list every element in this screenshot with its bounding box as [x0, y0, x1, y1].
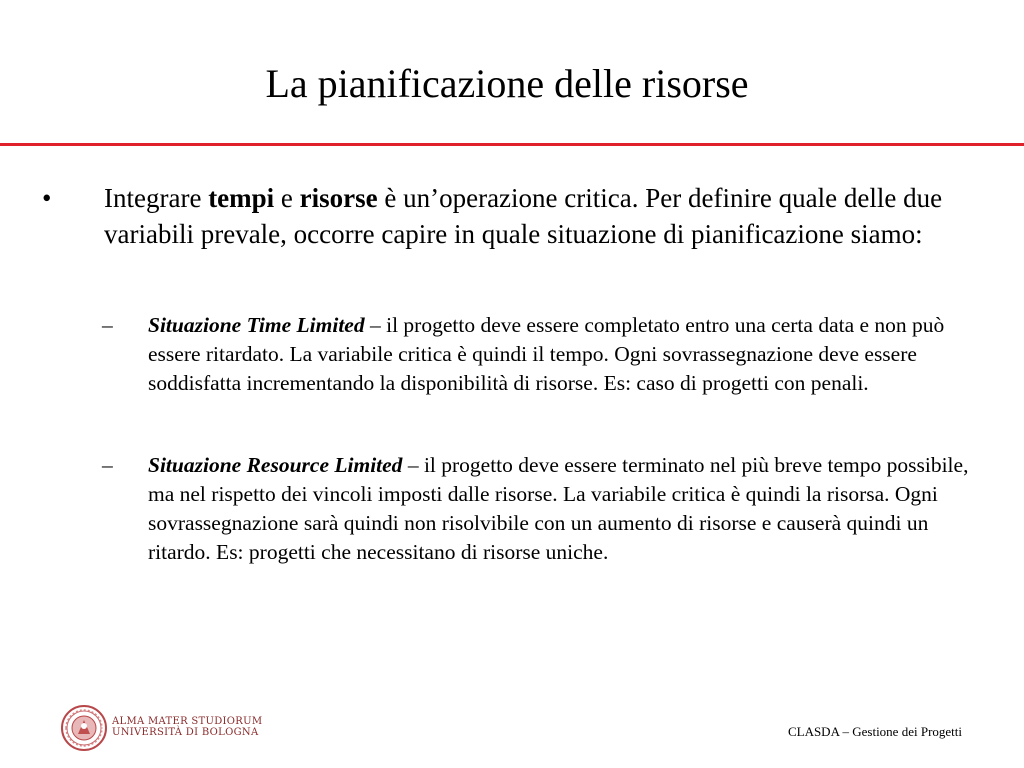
logo-wordmark	[112, 716, 262, 738]
sub-bullet-resource-limited	[100, 451, 980, 567]
sub-bullet-text	[148, 311, 980, 398]
sub-bullet-label: Situazione Time Limited	[148, 313, 365, 337]
bullet-text-part: è un’operazione critica. Per definire quale delle due variabili prevale, occorre capire in quale situazione di pianificazione siamo:	[104, 183, 943, 249]
dash-marker: –	[102, 313, 113, 337]
sub-bullet-body: – il progetto deve essere completato entro una certa data e non può essere ritardato. La variabile critica è quindi il tempo. Ogni sovrassegnazione deve essere soddisfatta incrementando la disponibilità di risorse. Es: caso di progetti con penali.	[148, 313, 945, 395]
title-divider	[0, 143, 1024, 146]
slide-title: La pianificazione delle risorse	[265, 61, 749, 106]
sub-bullet-time-limited	[100, 311, 980, 398]
main-bullet-text	[104, 180, 980, 252]
university-seal-icon	[60, 704, 108, 752]
bullet-text-part: e	[274, 183, 300, 213]
footer-text: CLASDA – Gestione dei Progetti	[787, 724, 962, 739]
university-logo	[60, 704, 263, 754]
sub-bullet-label: Situazione Resource Limited	[148, 453, 403, 477]
bullet-text-part: Integrare	[104, 183, 209, 213]
logo-line-1: ALMA MATER STUDIORUM	[112, 716, 263, 727]
logo-line-2: UNIVERSITÀ DI BOLOGNA	[112, 727, 259, 738]
sub-bullet-body: – il progetto deve essere terminato nel più breve tempo possibile, ma nel rispetto dei vincoli imposti dalle risorse. La variabile critica è quindi la risorsa. Ogni sovrassegnazione sarà quindi non risolvibile con un aumento di risorse e causerà quindi un ritardo. Es: progetti che necessitano di risorse uniche.	[148, 453, 969, 564]
sub-bullet-text	[148, 451, 980, 567]
dash-marker: –	[102, 453, 113, 477]
main-bullet	[40, 180, 980, 252]
bold-term-tempi: tempi	[208, 183, 275, 213]
bullet-marker: •	[42, 183, 52, 213]
bold-term-risorse: risorse	[299, 183, 378, 213]
